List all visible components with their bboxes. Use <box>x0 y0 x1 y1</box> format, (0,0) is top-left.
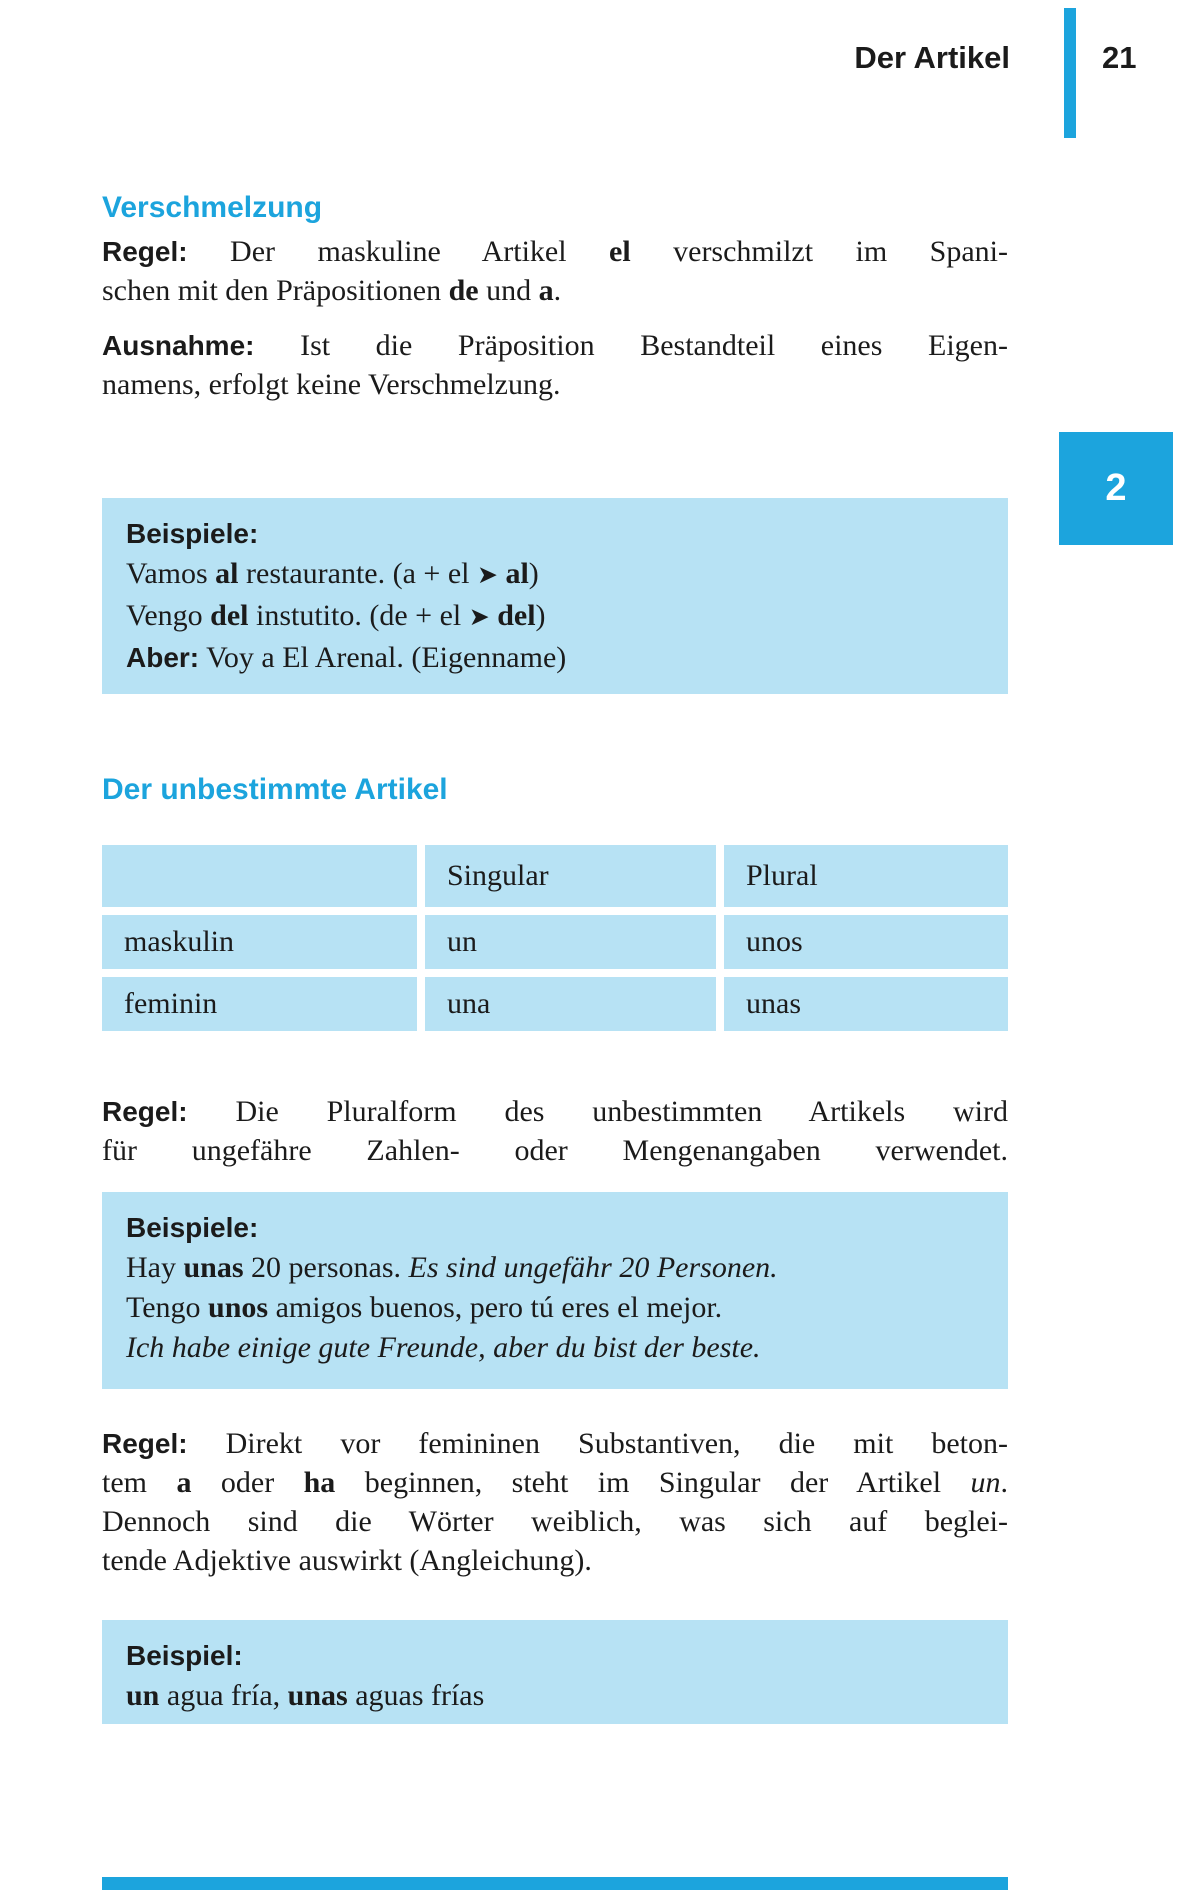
footer-bar <box>102 1877 1008 1890</box>
table-cell-unas: unas <box>724 977 1008 1031</box>
text-line: namens, erfolgt keine Verschmelzung. <box>102 368 561 401</box>
text-line: Regel: Der maskuline Artikel el verschmilzt im Spani- <box>102 235 1008 268</box>
text-line: Regel: Direkt vor femininen Substantiven, die mit beton- <box>102 1427 1008 1460</box>
header-divider-bar <box>1064 8 1076 138</box>
text-line: Ich habe einige gute Freunde, aber du bist der beste. <box>126 1331 761 1364</box>
text-line: Vengo del instutito. (de + el ➤ del) <box>126 599 546 632</box>
page-number: 21 <box>1102 40 1137 75</box>
table-header-cell-plural: Plural <box>724 845 1008 907</box>
text-line: un agua fría, unas aguas frías <box>126 1679 485 1712</box>
text-line: schen mit den Präpositionen de und a. <box>102 274 562 307</box>
examples-box-plural <box>102 1192 1008 1389</box>
example-lines <box>126 1676 988 1716</box>
table-cell-maskulin: maskulin <box>102 915 417 969</box>
examples-label: Beispiele: <box>126 518 259 549</box>
text-line: Tengo unos amigos buenos, pero tú eres el mejor. <box>126 1291 723 1324</box>
rule-paragraph-verschmelzung <box>102 232 1008 310</box>
table-header-cell-empty <box>102 845 417 907</box>
text-line: Vamos al restaurante. (a + el ➤ al) <box>126 557 539 590</box>
table-cell-una: una <box>425 977 716 1031</box>
examples-box-verschmelzung <box>102 498 1008 694</box>
table-cell-un: un <box>425 915 716 969</box>
text-line: Ausnahme: Ist die Präposition Bestandteil eines Eigen- <box>102 329 1008 362</box>
text-line: Aber: Voy a El Arenal. (Eigenname) <box>126 641 567 674</box>
page-title: Der Artikel <box>854 40 1010 75</box>
text-line: tende Adjektive auswirkt (Angleichung). <box>102 1544 592 1577</box>
section-heading-unbestimmter-artikel: Der unbestimmte Artikel <box>102 773 448 806</box>
indefinite-article-table <box>102 845 1008 1031</box>
table-header-cell-singular: Singular <box>425 845 716 907</box>
chapter-tab <box>1059 432 1173 545</box>
section-heading-verschmelzung: Verschmelzung <box>102 191 323 224</box>
text-line: Regel: Die Pluralform des unbestimmten Artikels wird <box>102 1095 1008 1128</box>
rule-paragraph-plural <box>102 1092 1008 1170</box>
table-cell-unos: unos <box>724 915 1008 969</box>
text-line: Hay unas 20 personas. Es sind ungefähr 20 Personen. <box>126 1251 778 1284</box>
examples-lines <box>126 1248 988 1368</box>
example-box-agua <box>102 1620 1008 1724</box>
table-cell-feminin: feminin <box>102 977 417 1031</box>
page-content <box>102 0 1008 1890</box>
examples-lines <box>126 554 988 678</box>
examples-label: Beispiele: <box>126 1212 259 1243</box>
rule-paragraph-betontes-a <box>102 1424 1008 1580</box>
text-line: tem a oder ha beginnen, steht im Singular der Artikel un. <box>102 1466 1008 1499</box>
text-line: Dennoch sind die Wörter weiblich, was sich auf beglei- <box>102 1505 1008 1538</box>
text-line: für ungefähre Zahlen- oder Mengenangaben verwendet. <box>102 1134 1008 1167</box>
example-label: Beispiel: <box>126 1640 243 1671</box>
chapter-tab-number: 2 <box>1105 467 1127 509</box>
exception-paragraph <box>102 326 1008 404</box>
